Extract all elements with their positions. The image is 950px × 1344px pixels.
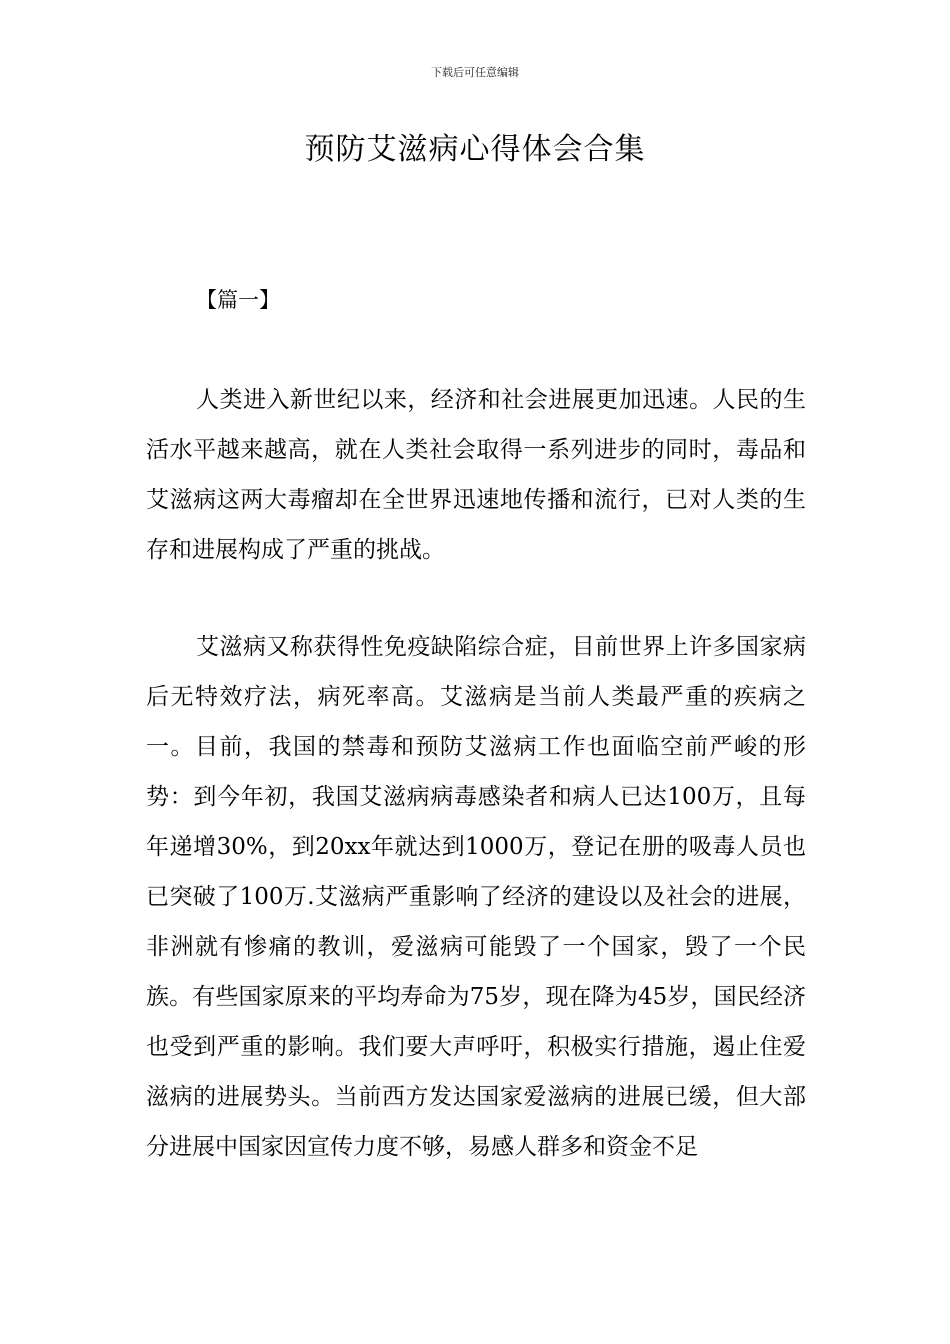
paragraph-1: 人类进入新世纪以来，经济和社会进展更加迅速。人民的生活水平越来越高，就在人类社会取得一系列进步的同时，毒品和艾滋病这两大毒瘤却在全世界迅速地传播和流行，已对人类的生存和进展构成了严重的挑战。 bbox=[146, 387, 806, 563]
paragraph-2: 艾滋病又称获得性免疫缺陷综合症，目前世界上许多国家病后无特效疗法，病死率高。艾滋病是当前人类最严重的疾病之一。目前，我国的禁毒和预防艾滋病工作也面临空前严峻的形势：到今年初，我国艾滋病病毒感染者和病人已达100万，且每年递增30%，到20xx年就达到1000万，登记在册的吸毒人员也已突破了100万.艾滋病严重影响了经济的建设以及社会的进展，非洲就有惨痛的教训，爱滋病可能毁了一个国家，毁了一个民族。有些国家原来的平均寿命为75岁，现在降为45岁，国民经济也受到严重的影响。我们要大声呼吁，积极实行措施，遏止住爱滋病的进展势头。当前西方发达国家爱滋病的进展已缓，但大部分进展中国家因宣传力度不够，易感人群多和资金不足 bbox=[146, 634, 806, 1160]
section-label: 【篇一】 bbox=[196, 288, 280, 312]
header-note: 下载后可任意编辑 bbox=[431, 66, 519, 79]
document-title: 预防艾滋病心得体会合集 bbox=[304, 132, 646, 167]
